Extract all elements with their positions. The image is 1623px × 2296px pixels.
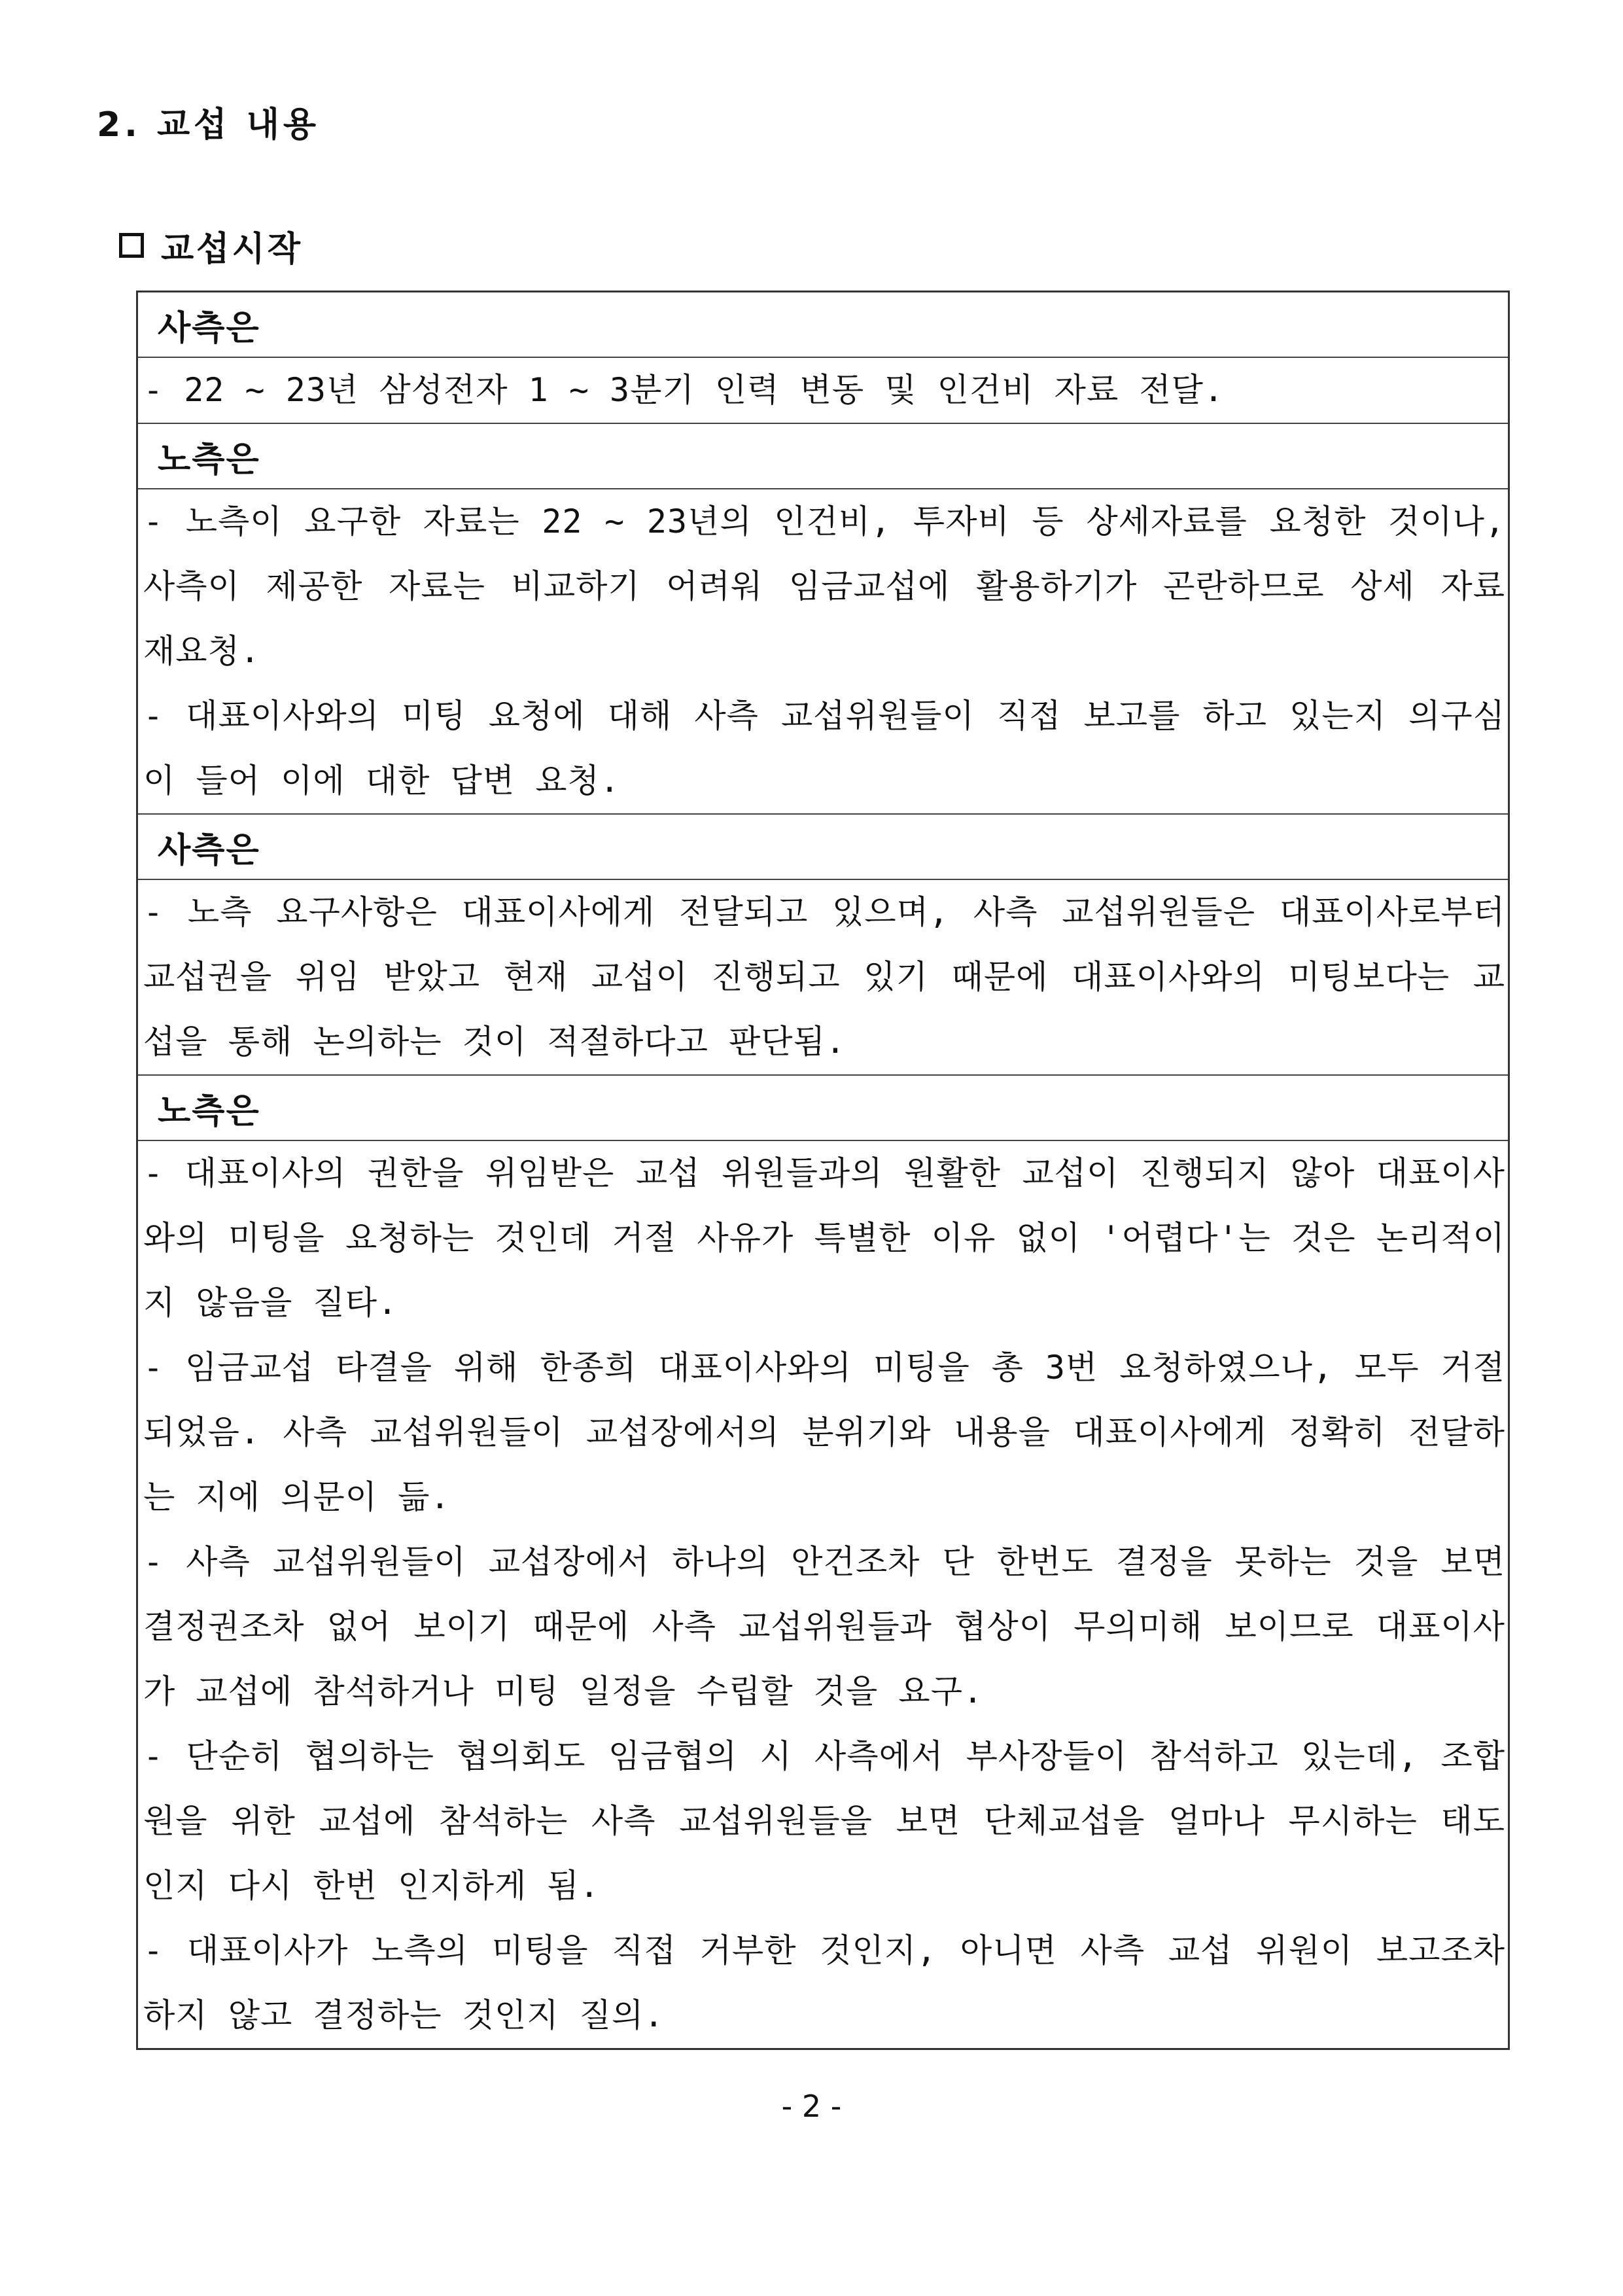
statement-company-1 xyxy=(138,358,1508,424)
statement-union-2 xyxy=(138,1141,1508,2048)
checkbox-icon xyxy=(119,233,144,258)
subsection-header xyxy=(119,222,303,268)
statement-paragraph: - 단순히 협의하는 협의회도 임금협의 시 사측에서 부사장들이 참석하고 있는데, 조합원을 위한 교섭에 참석하는 사측 교섭위원들을 보면 단체교섭을 얼마나 무시하는 태도인지 다시 한번 인지하게 됨. xyxy=(143,1737,1505,1905)
statement-union-1 xyxy=(138,489,1508,815)
statement-company-2 xyxy=(138,880,1508,1076)
speaker-union: 노측은 xyxy=(138,424,1508,489)
speaker-company: 사측은 xyxy=(138,292,1508,358)
speaker-company: 사측은 xyxy=(138,815,1508,880)
statement-paragraph: - 임금교섭 타결을 위해 한종희 대표이사와의 미팅을 총 3번 요청하였으나, 모두 거절되었음. 사측 교섭위원들이 교섭장에서의 분위기와 내용을 대표이사에게 정확히 전달하는 지에 의문이 듦. xyxy=(143,1349,1505,1516)
speaker-union: 노측은 xyxy=(138,1076,1508,1141)
statement-paragraph: - 대표이사가 노측의 미팅을 직접 거부한 것인지, 아니면 사측 교섭 위원이 보고조차 하지 않고 결정하는 것인지 질의. xyxy=(143,1932,1505,2034)
statement-paragraph: - 대표이사와의 미팅 요청에 대해 사측 교섭위원들이 직접 보고를 하고 있는지 의구심이 들어 이에 대한 답변 요청. xyxy=(143,697,1505,800)
subsection-title: 교섭시작 xyxy=(161,229,303,269)
section-heading: 2. 교섭 내용 xyxy=(97,105,321,145)
minutes-table xyxy=(136,291,1510,2050)
statement-paragraph: - 22 ~ 23년 삼성전자 1 ~ 3분기 인력 변동 및 인건비 자료 전달. xyxy=(143,371,1225,409)
statement-paragraph: - 사측 교섭위원들이 교섭장에서 하나의 안건조차 단 한번도 결정을 못하는 것을 보면 결정권조차 없어 보이기 때문에 사측 교섭위원들과 협상이 무의미해 보이므로 대표이사가 교섭에 참석하거나 미팅 일정을 수립할 것을 요구. xyxy=(143,1543,1505,1710)
statement-paragraph: - 노측이 요구한 자료는 22 ~ 23년의 인건비, 투자비 등 상세자료를 요청한 것이나, 사측이 제공한 자료는 비교하기 어려워 임금교섭에 활용하기가 곤란하므로 상세 자료 재요청. xyxy=(143,503,1505,670)
statement-paragraph: - 대표이사의 권한을 위임받은 교섭 위원들과의 원활한 교섭이 진행되지 않아 대표이사와의 미팅을 요청하는 것인데 거절 사유가 특별한 이유 없이 '어렵다'는 것은 논리적이지 않음을 질타. xyxy=(143,1154,1505,1322)
statement-paragraph: - 노측 요구사항은 대표이사에게 전달되고 있으며, 사측 교섭위원들은 대표이사로부터 교섭권을 위임 받았고 현재 교섭이 진행되고 있기 때문에 대표이사와의 미팅보다는 교섭을 통해 논의하는 것이 적절하다고 판단됨. xyxy=(143,893,1505,1061)
page-number: - 2 - xyxy=(781,2089,842,2124)
